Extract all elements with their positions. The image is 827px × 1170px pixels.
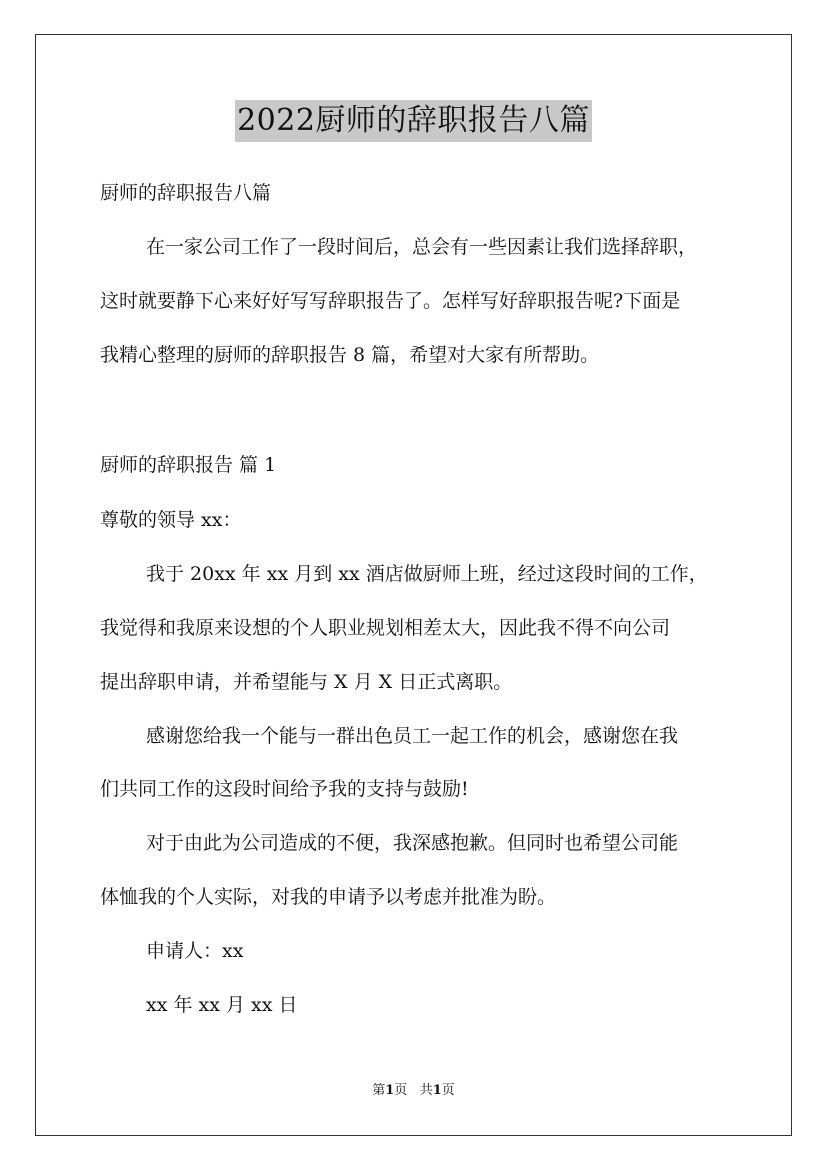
paragraph-line: 在一家公司工作了一段时间后，总会有一些因素让我们选择辞职， <box>146 236 698 258</box>
paragraph-line: 对于由此为公司造成的不便，我深感抱歉。但同时也希望公司能 <box>146 832 679 854</box>
salutation: 尊敬的领导 xx： <box>100 509 242 531</box>
footer-page-prefix: 第 <box>372 1083 386 1098</box>
page-footer <box>0 1083 827 1099</box>
paragraph-line: 提出辞职申请，并希望能与 X 月 X 日正式离职。 <box>100 671 513 693</box>
paragraph-line: 这时就要静下心来好好写写辞职报告了。怎样写好辞职报告呢?下面是 <box>100 290 681 312</box>
footer-page-suffix: 页 <box>394 1083 408 1098</box>
paragraph-line: 感谢您给我一个能与一群出色员工一起工作的机会，感谢您在我 <box>146 725 679 747</box>
footer-page-number: 1 <box>385 1083 395 1098</box>
subtitle: 厨师的辞职报告八篇 <box>100 182 272 204</box>
paragraph-line: 我精心整理的厨师的辞职报告 8 篇，希望对大家有所帮助。 <box>100 344 600 366</box>
footer-total-suffix: 页 <box>441 1083 455 1098</box>
footer-total-number: 1 <box>432 1083 442 1098</box>
date-line: xx 年 xx 月 xx 日 <box>146 994 298 1016</box>
applicant-line: 申请人：xx <box>146 940 244 962</box>
section-heading: 厨师的辞职报告 篇 1 <box>100 454 277 476</box>
footer-total-prefix: 共 <box>419 1083 433 1098</box>
document-title: 2022厨师的辞职报告八篇 <box>235 100 592 142</box>
paragraph-line: 我觉得和我原来设想的个人职业规划相差太大，因此我不得不向公司 <box>100 617 671 639</box>
paragraph-line: 我于 20xx 年 xx 月到 xx 酒店做厨师上班，经过这段时间的工作， <box>146 563 708 585</box>
paragraph-line: 们共同工作的这段时间给予我的支持与鼓励! <box>100 778 469 800</box>
paragraph-line: 体恤我的个人实际，对我的申请予以考虑并批准为盼。 <box>100 886 557 908</box>
title-container <box>0 100 827 142</box>
